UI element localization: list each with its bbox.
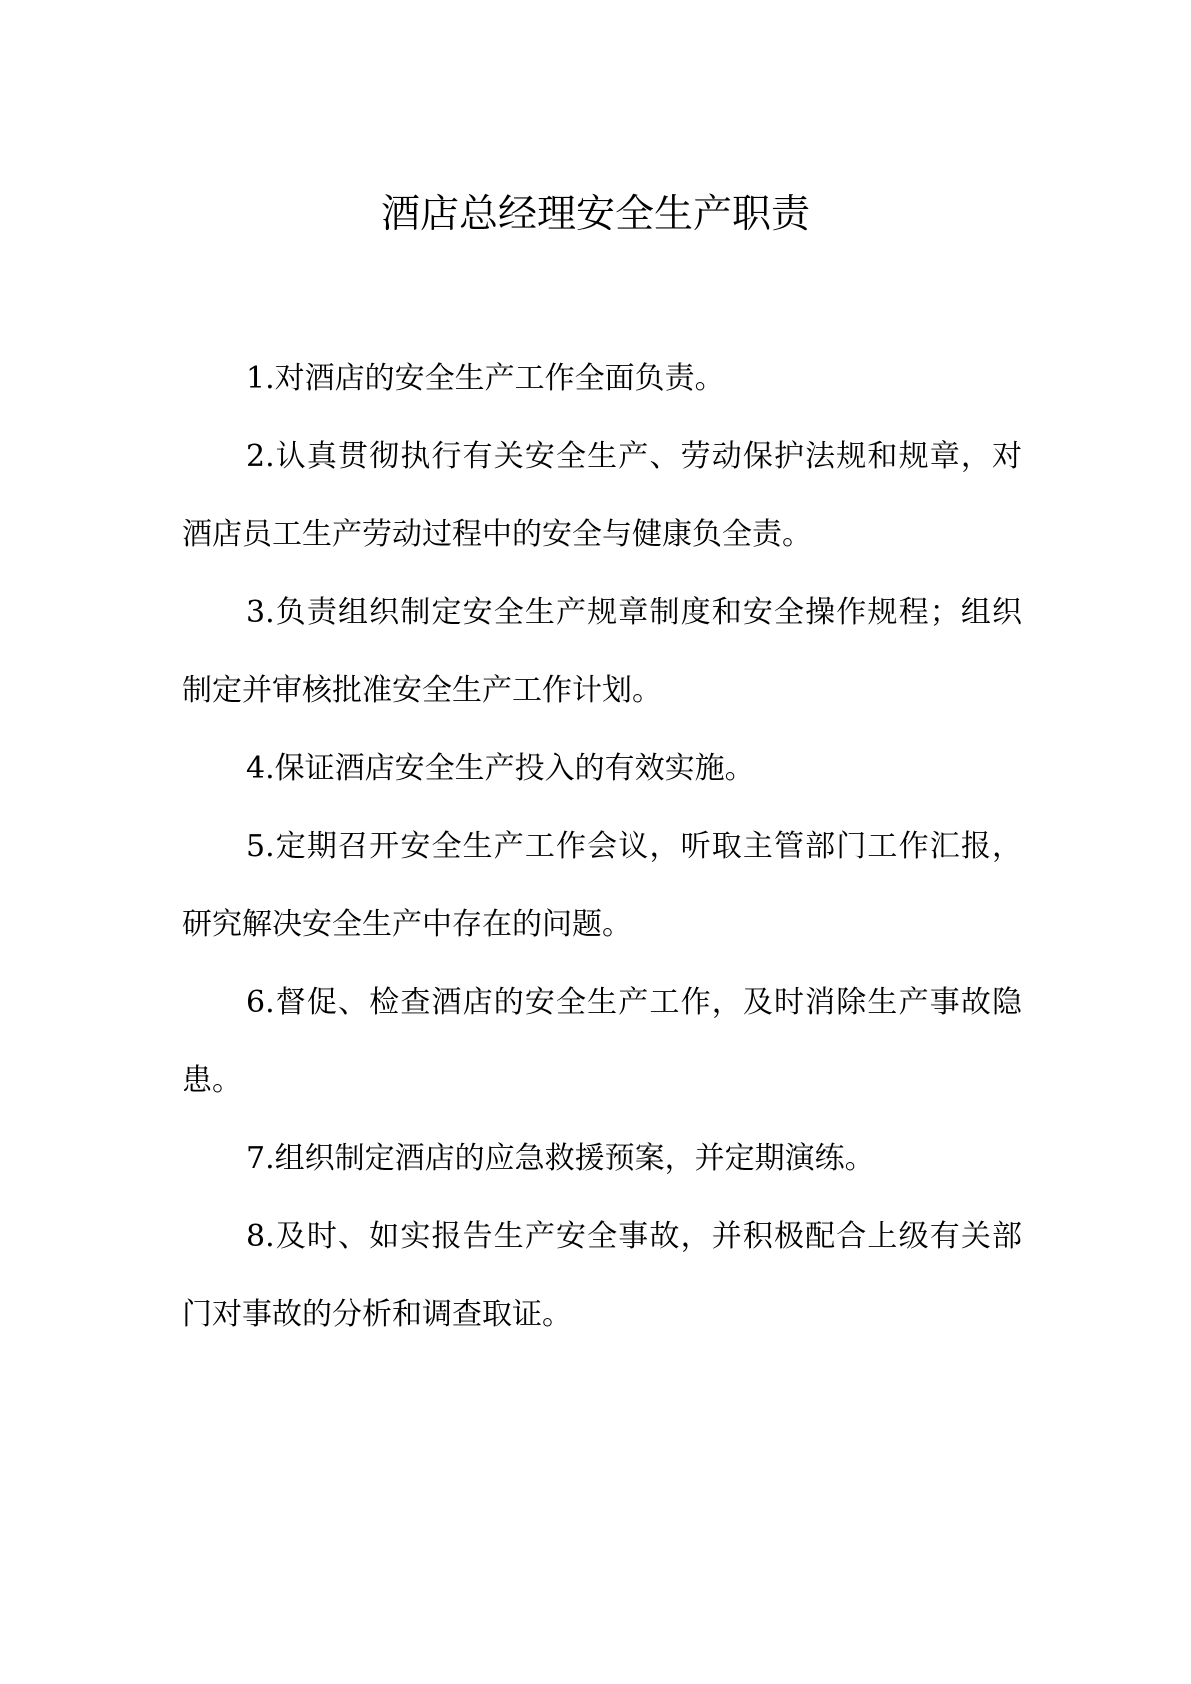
document-title: 酒店总经理安全生产职责 <box>380 192 810 237</box>
duty-item-2: 2.认真贯彻执行有关安全生产、劳动保护法规和规章，对酒店员工生产劳动过程中的安全与健康负全责。 <box>182 439 1022 552</box>
duty-item-5: 5.定期召开安全生产工作会议，听取主管部门工作汇报，研究解决安全生产中存在的问题。 <box>182 829 1022 942</box>
duty-list <box>182 340 1022 1354</box>
duty-item-4: 4.保证酒店安全生产投入的有效实施。 <box>246 751 755 786</box>
duty-item-8: 8.及时、如实报告生产安全事故，并积极配合上级有关部门对事故的分析和调查取证。 <box>182 1219 1022 1332</box>
duty-item-7: 7.组织制定酒店的应急救援预案，并定期演练。 <box>246 1141 875 1176</box>
duty-item-3: 3.负责组织制定安全生产规章制度和安全操作规程；组织制定并审核批准安全生产工作计划。 <box>182 595 1022 708</box>
duty-item-1: 1.对酒店的安全生产工作全面负责。 <box>246 361 725 396</box>
duty-item-6: 6.督促、检查酒店的安全生产工作，及时消除生产事故隐患。 <box>182 985 1022 1098</box>
